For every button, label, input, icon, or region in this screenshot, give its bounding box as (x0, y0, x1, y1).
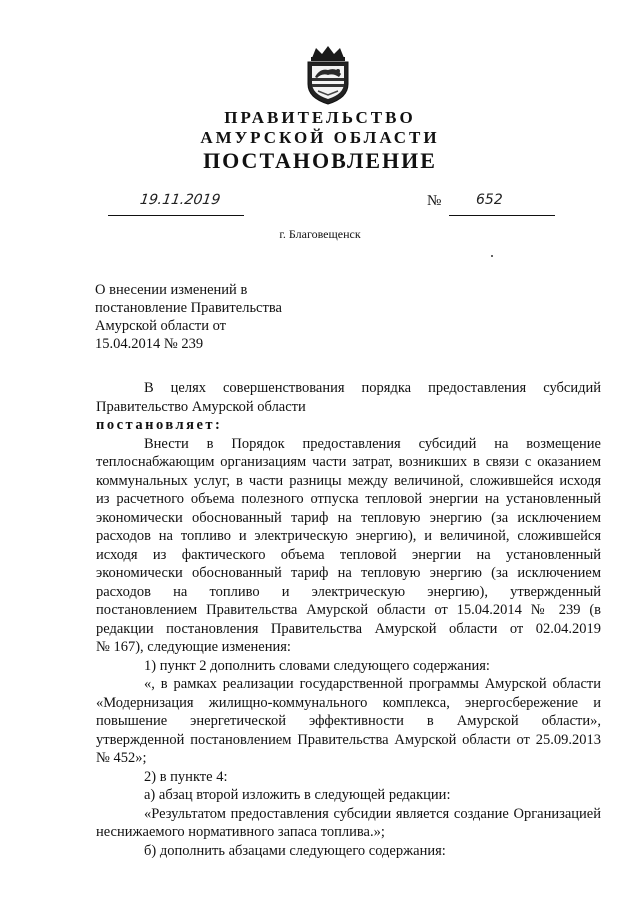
body-line: повышение энергетической эффективности в Амурской области», (96, 713, 601, 729)
city-name: г. Благовещенск (279, 227, 361, 241)
body-line: В целях совершенствования порядка предоставления субсидий (144, 380, 601, 396)
document-date: 19.11.2019 (138, 192, 222, 208)
number-sign: № (427, 193, 442, 209)
document-type-title: ПОСТАНОВЛЕНИЕ (203, 148, 437, 173)
body-line: № 452»; (96, 750, 147, 766)
subject-line: постановление Правительства (95, 300, 282, 316)
body-line: расходов на топливо и электрическую энергию), и величиной, сложившейся (96, 528, 601, 544)
subject-line: О внесении изменений в (95, 282, 248, 298)
coat-of-arms-icon (300, 44, 356, 106)
document-number: 652 (476, 192, 503, 208)
body-line: Правительство Амурской области (96, 398, 306, 415)
body-line: экономически обоснованный тариф на тепловую энергию (за исключением (96, 509, 601, 526)
body-line: «Модернизация жилищно-коммунального комплекса, энергосбережение и (96, 694, 601, 711)
body-line: 2) в пункте 4: (144, 768, 228, 785)
body-line: теплоснабжающим организациям части затрат, возникших в связи с оказанием (96, 454, 601, 470)
body-line: 1) пункт 2 дополнить словами следующего содержания: (144, 657, 490, 674)
resolution-keyword: постановляет: (96, 417, 223, 433)
body-line: утвержденной постановлением Правительства Амурской области от 25.09.2013 (96, 731, 601, 748)
body-line: постановлением Правительства Амурской области от 15.04.2014 № 239 (в (96, 602, 601, 618)
body-line: исходя из фактического объема тепловой энергии на установленный (96, 546, 601, 563)
body-line: б) дополнить абзацами следующего содержания: (144, 842, 446, 859)
body-line: коммунальных услуг, в части разницы между величиной, сложившейся исходя (96, 472, 601, 489)
body-line: Внести в Порядок предоставления субсидий на возмещение (144, 435, 601, 452)
document-subject (95, 281, 282, 353)
body-line: неснижаемого нормативного запаса топлива.»; (96, 824, 385, 840)
government-name-line1: ПРАВИТЕЛЬСТВО (224, 108, 416, 127)
body-line: из расчетного объема полезного отпуска тепловой энергии на установленный (96, 491, 601, 507)
government-name-line2: АМУРСКОЙ ОБЛАСТИ (200, 128, 440, 147)
body-line: «, в рамках реализации государственной программы Амурской области (144, 676, 601, 692)
subject-line: Амурской области от (95, 318, 227, 334)
document-body (96, 379, 601, 860)
body-line: редакции постановления Правительства Амурской области от 02.04.2019 (96, 620, 601, 637)
body-line: № 167), следующие изменения: (96, 639, 291, 655)
body-line: расходов на топливо и электрическую энергию), утвержденный (96, 583, 601, 600)
body-line: а) абзац второй изложить в следующей редакции: (144, 787, 451, 803)
body-line: экономически обоснованный тариф на тепловую энергию (за исключением (96, 565, 601, 581)
subject-line: 15.04.2014 № 239 (95, 336, 204, 352)
body-line: «Результатом предоставления субсидии является создание Организацией (144, 805, 601, 822)
stray-mark (491, 255, 493, 257)
